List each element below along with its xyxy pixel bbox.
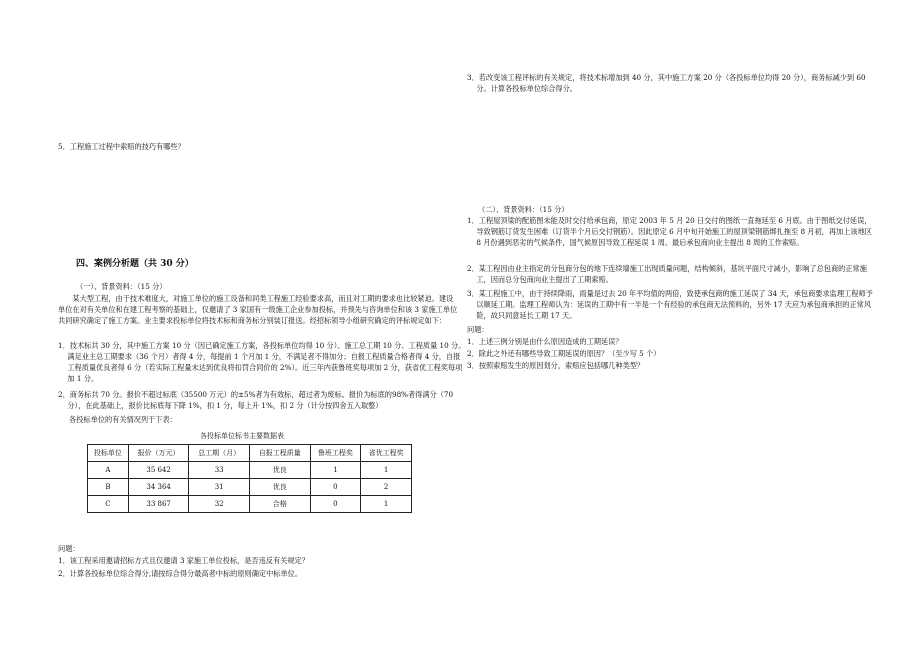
table-cell: 合格 (249, 496, 310, 513)
table-cell: 2 (361, 479, 412, 496)
table-cell: 0 (310, 479, 361, 496)
question-2: 2．计算各投标单位综合得分,请按综合得分最高者中标的原则确定中标单位。 (58, 569, 303, 578)
table-cell: 34 364 (128, 479, 189, 496)
right-question-2: 2．除此之外还有哪些导致工期延误的原因？（至少写 5 个） (467, 349, 661, 358)
table-row (88, 496, 412, 513)
right-question-3: 3．按照索赔发生的原因划分，索赔应包括哪几种类型？ (467, 361, 645, 370)
table-cell: 31 (189, 479, 250, 496)
table-cell: 33 (189, 462, 250, 479)
rule-2: 2．商务标共 70 分。报价不超过标底（35500 万元）的±5%者为有效标，超过者为废标。报价为标底的98%者得满分（70 分），在此基础上，报价比标底每下降 1%，扣 1 分，每上升 1%，扣 2 分（计分按四舍五入取整） (58, 390, 454, 411)
table-cell: A (88, 462, 129, 479)
table-header: 报价（万元） (128, 445, 189, 462)
table-cell: 优良 (249, 462, 310, 479)
table-cell: C (88, 496, 129, 513)
table-cell: 0 (310, 496, 361, 513)
table-header: 省优工程奖 (361, 445, 412, 462)
case-item-1: 1．工程屋顶梁的配筋图未能及时交付给承包商，原定 2003 年 5 月 20 日交付的图纸一直拖延至 6 月底。由于图纸交付延误，导致钢筋订货发生困难（订货半个月后交付钢筋）。因此原定 6 月中旬开始施工的屋顶梁钢筋绑扎拖至 8 月初，再加上该地区 8 月份遇到恶劣的气候条件，国气候原因导致工程延误 1 周。最后承包商向业主提出 8 周的工作索赔。 (467, 216, 872, 248)
questions-label: 问题： (58, 544, 80, 553)
table-cell: 1 (310, 462, 361, 479)
table-header-row (88, 445, 412, 462)
background-1-title: （一）、背景资料：（15 分） (76, 282, 167, 291)
question-1: 1．该工程采用邀请招标方式且仅邀请 3 家施工单位投标，是否违反有关规定？ (58, 556, 309, 565)
questions-label: 问题： (467, 325, 489, 334)
table-cell: 1 (361, 462, 412, 479)
background-1-paragraph: 某大型工程，由于技术难度大，对施工单位的施工设备和同类工程施工经验要求高，而且对工期的要求也比较紧迫。建设单位在对有关单位和在建工程考察的基础上，仅邀请了 3 家国有一级施工企业参加投标，并预先与咨询单位和该 3 家施工单位共同研究确定了施工方案。业主要求投标单位将技术标和商务标分别装订报送。经招标领导小组研究确定的评标规定如下： (58, 294, 458, 326)
case-item-2: 2．某工程因由业主指定的分包商分包的地下连续墙施工出现质量问题，结构倾斜，基坑平面尺寸减小，影响了总包商的正常施工，因而总分包商向业主提出了工期索赔。 (467, 264, 867, 285)
table-cell: 32 (189, 496, 250, 513)
table-cell: 优良 (249, 479, 310, 496)
table-cell: 1 (361, 496, 412, 513)
table-cell: 33 867 (128, 496, 189, 513)
table-cell: 35 642 (128, 462, 189, 479)
right-question-1: 1．上述三例分别是由什么原因造成的工期延误？ (467, 337, 623, 346)
section-heading: 四、案例分析题（共 30 分） (76, 259, 194, 269)
question-5: 5．工程施工过程中索赔的技巧有哪些？ (58, 142, 185, 151)
table-header: 投标单位 (88, 445, 129, 462)
table-header: 鲁班工程奖 (310, 445, 361, 462)
table-cell: B (88, 479, 129, 496)
table-header: 总工期（月） (189, 445, 250, 462)
bid-data-table (87, 444, 412, 513)
case-item-3: 3．某工程施工中，由于持续降雨，雨量是过去 20 年平均值的两倍，致使承包商的施工延误了 34 天，承包商要求监理工程师予以顺延工期。监理工程师认为：延误的工期中有一半是一个有经验的承包商无法预料的，另外 17 天应为承包商承担的正常风险，故只同意延长工期 17 天。 (467, 289, 873, 321)
background-2-title: （二）、背景资料：（15 分） (478, 205, 569, 214)
rule-1: 1．技术标共 30 分，其中施工方案 10 分（因已确定施工方案，各投标单位均得 10 分）、施工总工期 10 分、工程质量 10 分。满足业主总工期要求（36 个月）者得 4 分，每提前 1 个月加 1 分，不满足者不得加分；自报工程质量合格者得 4 分，自报工程质量优良者得 6 分（若实际工程量未达到优良将扣罚合同价的 2%）。近三年内获鲁班奖每项加 2 分，获省优工程奖每项加 1 分。 (58, 341, 466, 384)
table-row (88, 479, 412, 496)
rule-2-tail: 各投标单位的有关情况列于下表： (69, 415, 177, 424)
question-3: 3．若改变该工程评标的有关规定，将技术标增加到 40 分，其中施工方案 20 分（各投标单位均得 20 分），商务标减少到 60 分。计算各投标单位综合得分。 (467, 73, 866, 94)
table-row (88, 462, 412, 479)
table-header: 自报工程质量 (249, 445, 310, 462)
table-caption: 各投标单位标书主要数据表 (200, 432, 284, 440)
